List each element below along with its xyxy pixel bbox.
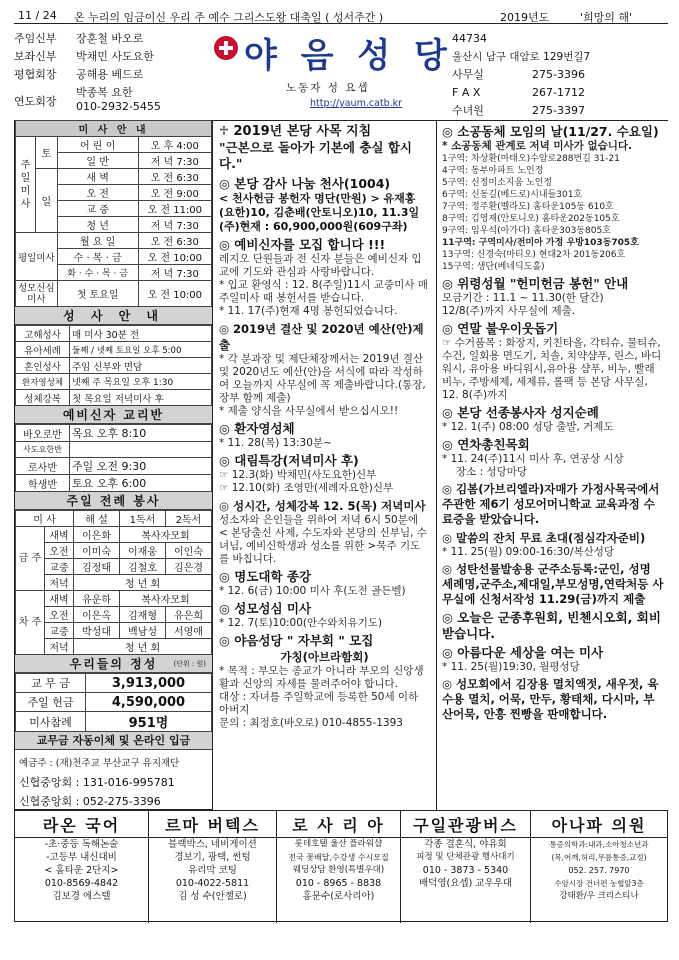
next-week-label: 차 주	[16, 591, 45, 655]
ads-bar	[14, 810, 668, 922]
address: 울산시 남구 대암로 129번길7	[452, 51, 591, 63]
middle-column	[215, 124, 434, 808]
year-end-charity: ◎ 연말 불우이웃돕기 ☞ 수거품목 : 화장지, 키친타올, 각티슈, 물티슈, 수건, 일회용 면도기, 치솔, 치약샴푸, 린스, 바디워시, 유아용 바디워시,유아용 샴푸, 비누, 빨래비누, 주방세제, 세제류, 롤팩 등 본당 사무실, 12. 8(주)까지	[442, 321, 662, 401]
liturgy-cell: 이인숙	[166, 543, 212, 559]
weekday-mass-label: 평일미사	[16, 233, 58, 281]
ad-anapa-clinic: 아나파 의원 통증의학과:내과,소아청소년과 (목,어깨,허리,무릎통증,교정) 052. 257. 7970 수암시장 건너편 농협앞3층 강태환/우 크리스티나	[531, 811, 667, 923]
sat-label: 토	[35, 137, 57, 169]
mass-name: 첫 토요일	[57, 281, 138, 307]
staff-memorial: 연도회장 박종복 요한 010-2932-5455	[14, 86, 161, 113]
sacrament-name: 혼인성사	[16, 358, 70, 374]
offering-label: 주일 헌금	[16, 693, 86, 712]
ad-guil-bus: 구일관광버스 각종 결혼식, 야유회 피정 및 단체관광 행사대기 010 - 3873 - 5340 배덕영(요셉) 교우우대	[401, 811, 531, 923]
ad-raon: 라온 국어 -초·중등 독해논술 -고등부 내신대비 < 홈타운 2단지> 010-8569-4842 김보경 에스텔	[15, 811, 149, 923]
myeongdo-college: ◎ 명도대학 종강 * 12. 6(금) 10:00 미사 후(도전 골든벨)	[219, 569, 406, 597]
mass-name: 어 린 이	[57, 137, 138, 153]
liturgy-head: 1독서	[120, 511, 166, 527]
liturgy-mass: 교중	[45, 559, 74, 575]
mass-name: 오 전	[57, 185, 138, 201]
class-time: 토요 오후 6:00	[70, 475, 212, 492]
sacrament-time: 매 미사 30분 전	[70, 326, 212, 342]
liturgy-mass: 교중	[45, 623, 74, 639]
class-name: 사도요한반	[16, 442, 70, 458]
mass-time: 오 전 11:00	[138, 201, 211, 217]
sunday-mass-label: 주일미사	[16, 137, 36, 233]
church-name: 야 음 성 당	[244, 36, 453, 76]
left-column	[14, 120, 213, 810]
word-feast: ◎ 말씀의 잔치 무료 초대(점심각자준비) * 11. 25(월) 09:00-16:30/복산성당	[442, 531, 646, 558]
liturgy-mass: 저녁	[45, 575, 74, 591]
year-theme: '희망의 해'	[580, 11, 633, 24]
offering-table	[15, 673, 212, 732]
sacrament-name: 성체강복	[16, 390, 70, 406]
class-time: 목요 오후 8:10	[70, 425, 212, 442]
offering-title	[15, 655, 212, 673]
catechism-table	[15, 424, 212, 492]
pastoral-guideline: ♱ 2019년 본당 사목 지침 "근본으로 돌아가 기본에 충실 합시다."	[219, 124, 412, 171]
sacrament-time: 주임 신부와 면담	[70, 358, 212, 374]
offering-title-text: 우리들의 정성	[69, 657, 158, 671]
offering-unit: (단위 : 원)	[173, 660, 206, 668]
liturgy-mass: 오전	[45, 543, 74, 559]
liturgy-cell: 이미숙	[74, 543, 120, 559]
contact-office: 사무실 275-3396	[452, 68, 585, 81]
staff-list	[14, 30, 209, 116]
mass-name: 새 벽	[57, 169, 138, 185]
annual-meeting: ◎ 연차총친목회 * 11. 24(주)11시 미사 후, 연공상 시상 장소 : 성당마당	[442, 437, 624, 478]
mass-time: 오 전 6:30	[138, 233, 211, 249]
sacrament-name: 고해성사	[16, 326, 70, 342]
liturgy-cell: 복사자모회	[120, 591, 212, 607]
mass-time: 오 전 6:30	[138, 169, 211, 185]
advent-lecture: ◎ 대림특강(저녁미사 후) ☞ 12.3(화) 박채민(사도요한)신부 ☞ 12.10(화) 조영만(세례자요한)신부	[219, 453, 394, 494]
small-community-day: ◎ 소공동체 모임의 날(11/27. 수요일) * 소공동체 관계로 저녁 미사가 없습니다. 1구역: 차상환(마태오)수암로288번길 31-21 4구역: 동부아파트 노인정 5구역: 신정미소지움 노인정 6구역: 신동길(베드로)시내들301호 7구역: 정주환(벨라도) 홈타운105동 610호 8구역: 김영재(안토니오) 홈타운202동105호 9구역: 임우석(아가다) 홈타운303동805호 11구역: 구역미사/전미아 가정 우방103동705호 13구역: 신경숙(마티오) 현대2차 201동206호 15구역: 생단(베네딕도홀)	[442, 124, 659, 272]
fathers-group: ◎ 야음성당 " 자부회 " 모집 가칭(아브라함회) * 목적 : 부모는 종교가 아니라 부모의 신앙생활과 신앙의 자세를 물려주어야 합니다. 대상 : 자녀를 주일학교에 등록한 50세 이하 아버지 문의 : 최정호(바오로) 010-4855-1393	[219, 633, 424, 729]
sacrament-time: 둘째 / 넷째 토요일 오후 5:00	[70, 342, 212, 358]
mother-mass-label: 성모신심미사	[16, 281, 58, 307]
class-name: 바오로반	[16, 425, 70, 442]
beautiful-world-mass: ◎ 아름다운 세상을 여는 미사 * 11. 25(월)19:30, 월평성당	[442, 645, 604, 673]
liturgy-cell: 백남성	[120, 623, 166, 639]
liturgy-cell: 이은옥	[74, 607, 120, 623]
offering-value: 3,913,000	[86, 674, 212, 693]
liturgy-cell: 김철호	[120, 559, 166, 575]
class-name: 로사반	[16, 458, 70, 475]
mass-time: 저 녁 7:30	[138, 265, 211, 281]
mass-time: 오 후 4:00	[138, 137, 211, 153]
liturgy-cell: 복사자모회	[120, 527, 212, 543]
offering-value: 4,590,000	[86, 693, 212, 712]
liturgy-cell: 서영애	[166, 623, 212, 639]
sun-label: 일	[35, 169, 57, 233]
thanks-1004: ◎ 본당 감사 나눔 천사(1004) < 천사헌금 봉헌자 명단(만원) > 유재홍(요한)10, 김춘배(안토니오)10, 11.3일(주)현재 : 60,900,000원(609구좌)	[219, 176, 420, 233]
holy-hour: ◎ 성시간, 성체강복 12. 5(목) 저녁미사 성소자와 은인들을 위하여 저녁 6시 50분에 < 본당출신 사제, 수도자와 본당의 신부님, 수녀님, 예비신학생과 성소를 위한 >묵주 기도를 바칩니다.	[219, 499, 427, 565]
liturgy-title: 주일 전례 봉사	[15, 492, 212, 510]
sacrament-title: 성 사 안 내	[15, 307, 212, 325]
right-column	[438, 124, 668, 808]
mass-time: 저 녁 7:30	[138, 217, 211, 233]
liturgy-mass: 새벽	[45, 591, 74, 607]
feast-title: 온 누리의 임금이신 우리 주 예수 그리스도왕 대축일 ( 성서주간 )	[74, 11, 384, 24]
mass-table	[15, 120, 212, 307]
staff-assistant: 보좌신부 박채민 사도요한	[14, 50, 154, 63]
liturgy-cell: 청 년 회	[74, 575, 212, 591]
liturgy-head: 2독서	[166, 511, 212, 527]
this-week-label: 금 주	[16, 527, 45, 591]
liturgy-cell: 이재웅	[120, 543, 166, 559]
catechism-title: 예비신자 교리반	[15, 406, 212, 424]
liturgy-cell: 김은경	[166, 559, 212, 575]
account-holder: 예금주 : (재)천주교 부산교구 유지재단	[19, 758, 180, 769]
liturgy-cell: 유은희	[166, 607, 212, 623]
liturgy-table	[15, 510, 212, 655]
liturgy-mass: 저녁	[45, 639, 74, 655]
mass-time: 저 녁 7:30	[138, 153, 211, 169]
class-time: 주일 오전 9:30	[70, 458, 212, 475]
sacrament-time: 첫 목요일 저녁미사 후	[70, 390, 212, 406]
sacrament-time: 넷째 주 목요일 오후 1:30	[70, 374, 212, 390]
liturgy-mass: 새벽	[45, 527, 74, 543]
staff-pastor: 주임신부 장훈철 바오로	[14, 32, 144, 45]
liturgy-head: 미 사	[16, 511, 74, 527]
liturgy-cell: 김정태	[74, 559, 120, 575]
ad-rosaria: 로 사 리 아 롯데호텔 울산 플라워샵 전국 꽃배달,수강생 수시모집 웨딩상담 환영(특별우대) 010 - 8965 - 8838 홍문수(로사리아)	[277, 811, 401, 923]
year-label: 2019년도	[500, 11, 550, 24]
church-url-link[interactable]: http://yaum.catb.kr	[310, 98, 403, 109]
liturgy-cell: 박성대	[74, 623, 120, 639]
bank-account: 신협중앙회 : 131-016-995781	[19, 776, 175, 789]
offering-value: 951명	[86, 712, 212, 732]
mass-title: 미 사 안 내	[16, 121, 212, 137]
sacrament-table	[15, 325, 212, 406]
liturgy-cell: 이은화	[74, 527, 120, 543]
contact-info	[452, 30, 668, 120]
sick-communion: ◎ 환자영성체 * 11. 28(목) 13:30분~	[219, 421, 332, 449]
mass-name: 화 · 수 · 목 · 금	[57, 265, 138, 281]
liturgy-mass: 오전	[45, 607, 74, 623]
dues-notice: ◎ 오늘은 군종후원회, 빈첸시오회, 회비 받습니다.	[442, 610, 661, 641]
catechumen-recruit: ◎ 예비신자를 모집 합니다 !!! 레지오 단원들과 전 신자 분들은 예비신자 입교에 기도와 관심과 사랑바랍니다. * 입교 환영식 : 12. 8(주일)11시 교중미사 매 주일미사 때 봉헌서를 받습니다. * 11. 17(주)현재 4명 봉헌되었습니다.	[219, 237, 428, 317]
bulletin-date: 11 / 24	[18, 9, 57, 22]
mass-time: 오 전 10:00	[138, 249, 211, 265]
contact-convent: 수녀원 275-3397	[452, 104, 585, 117]
transfer-title: 교무금 자동이체 및 온라인 입금	[15, 732, 212, 750]
class-name: 학생반	[16, 475, 70, 492]
mass-time: 오 전 9:00	[138, 185, 211, 201]
graduation-news: ◎ 김봄(가브리엘라)자매가 가정사목국에서 주관한 제6기 성모어머니학교 교육과정 수료증을 받았습니다.	[442, 482, 660, 526]
liturgy-cell: 김재형	[120, 607, 166, 623]
transfer-info	[15, 750, 212, 810]
church-patron: 노동자 성 요셉	[286, 82, 370, 94]
class-time	[70, 442, 212, 458]
ad-rema: 르마 버텍스 블랙박스, 네비게이션 경보기, 광택, 썬텅 유리막 코팅 010-4022-5811 김 성 수(안젤로)	[149, 811, 277, 923]
budget-notice: ◎ 2019년 결산 및 2020년 예산(안)제출 * 각 분과장 및 제단체장께서는 2019년 결산 및 2020년도 예산(안)을 서식에 따라 작성하여 오늘까지 사무실에 꼭 제출바랍니다.(통장, 장부 함께 제출) * 제출 양식을 사무실에서 받으십시오!!	[219, 322, 426, 417]
soldier-gift: ◎ 성탄선물발송용 군주소등록:군인, 성명 세례명,군주소,제대일,부모성명,연락처등 사무실에 신청서작성 11.29(금)까지 제출	[442, 562, 664, 606]
mass-time: 오 전 10:00	[138, 281, 211, 307]
offering-label: 교 무 금	[16, 674, 86, 693]
postal-code: 44734	[452, 32, 487, 45]
pilgrimage: ◎ 본당 선종봉사자 성지순례 * 12. 1(주) 08:00 성당 출발, 거제도	[442, 405, 614, 433]
staff-council: 평협회장 공해용 베드로	[14, 68, 144, 81]
offering-label: 미사참례	[16, 712, 86, 732]
top-bar	[14, 7, 668, 24]
sacred-heart-mass: ◎ 성모성심 미사 * 12. 7(토)10:00(안수와치유기도)	[219, 601, 383, 629]
church-logo-icon	[214, 36, 238, 60]
mass-name: 일 반	[57, 153, 138, 169]
mass-name: 수 · 목 · 금	[57, 249, 138, 265]
mass-name: 청 년	[57, 217, 138, 233]
kimchi-sale: ◎ 성모회에서 김장용 멸치액젓, 새우젓, 육수용 멸치, 어묵, 만두, 황태채, 다시마, 부산어묵, 안흥 찐빵을 판매합니다.	[442, 677, 659, 721]
column-divider	[436, 120, 437, 810]
mass-name: 교 중	[57, 201, 138, 217]
liturgy-cell: 청 년 회	[74, 639, 212, 655]
contact-fax: F A X 267-1712	[452, 86, 585, 99]
liturgy-cell: 유운하	[74, 591, 120, 607]
sacrament-name: 유아세례	[16, 342, 70, 358]
mass-name: 월 요 일	[57, 233, 138, 249]
liturgy-head: 해 설	[74, 511, 120, 527]
memorial-month: ◎ 위령성월 "헌미헌금 봉헌" 안내 모금기간 : 11.1 ~ 11.30(한 달간) 12/8(주)까지 사무실에 제출.	[442, 276, 629, 317]
bank-account: 신협중앙회 : 052-275-3396	[19, 795, 161, 808]
sacrament-name: 환자영성체	[16, 374, 70, 390]
